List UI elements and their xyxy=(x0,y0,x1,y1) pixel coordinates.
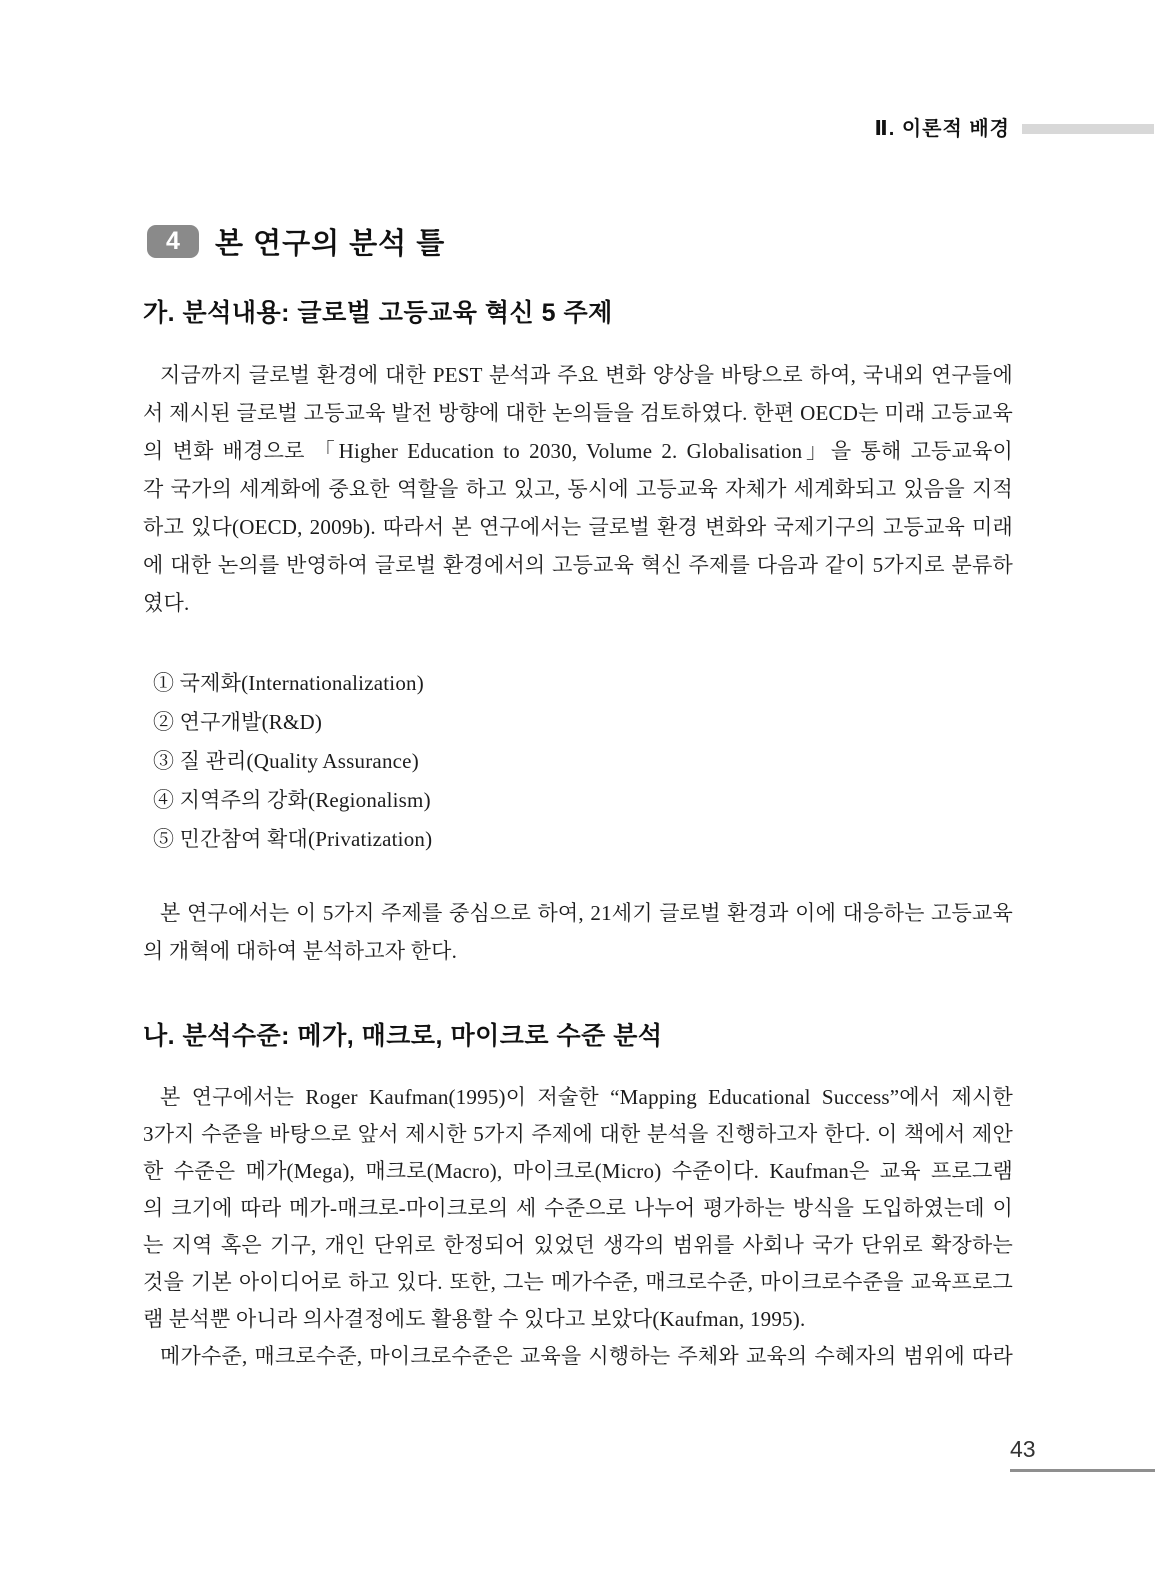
page-number: 43 xyxy=(1010,1436,1036,1462)
text-line: 는 지역 혹은 기구, 개인 단위로 한정되어 있었던 생각의 범위를 사회나 국가 단위로 확장하는 xyxy=(143,1233,1013,1257)
topic-list xyxy=(153,664,1013,859)
text-line: 에 대한 논의를 반영하여 글로벌 환경에서의 고등교육 혁신 주제를 다음과 같이 5가지로 분류하 xyxy=(143,553,1013,577)
text-line: 것을 기본 아이디어로 하고 있다. 또한, 그는 메가수준, 매크로수준, 마이크로수준을 교육프로그 xyxy=(143,1270,1013,1294)
section-title: 본 연구의 분석 틀 xyxy=(215,228,446,260)
text-line: 였다. xyxy=(143,591,190,615)
paragraph-3 xyxy=(143,1079,1013,1375)
section-number-badge: 4 xyxy=(147,225,199,258)
text-line: 각 국가의 세계화에 중요한 역할을 하고 있고, 동시에 고등교육 자체가 세계화되고 있음을 지적 xyxy=(143,477,1013,501)
chapter-header: Ⅱ. 이론적 배경 xyxy=(874,118,1010,140)
paragraph-2 xyxy=(143,894,1013,970)
page-number-rule xyxy=(1010,1469,1155,1472)
list-item: ② 연구개발(R&D) xyxy=(153,710,323,734)
text-line: 본 연구에서는 이 5가지 주제를 중심으로 하여, 21세기 글로벌 환경과 이에 대응하는 고등교육 xyxy=(160,901,1013,925)
text-line: 램 분석뿐 아니라 의사결정에도 활용할 수 있다고 보았다(Kaufman, 1995). xyxy=(143,1307,806,1331)
text-line: 한 수준은 메가(Mega), 매크로(Macro), 마이크로(Micro) 수준이다. Kaufman은 교육 프로그램 xyxy=(143,1159,1013,1183)
text-line: 의 크기에 따라 메가-매크로-마이크로의 세 수준으로 나누어 평가하는 방식을 도입하였는데 이 xyxy=(143,1196,1013,1220)
list-item: ① 국제화(Internationalization) xyxy=(153,671,424,695)
subsection-a-title: 가. 분석내용: 글로벌 고등교육 혁신 5 주제 xyxy=(143,299,613,327)
subsection-b-title: 나. 분석수준: 메가, 매크로, 마이크로 수준 분석 xyxy=(143,1022,663,1050)
text-line: 의 개혁에 대하여 분석하고자 한다. xyxy=(143,939,458,963)
list-item: ④ 지역주의 강화(Regionalism) xyxy=(153,788,431,812)
text-line: 하고 있다(OECD, 2009b). 따라서 본 연구에서는 글로벌 환경 변화와 국제기구의 고등교육 미래 xyxy=(143,515,1013,539)
text-line: 지금까지 글로벌 환경에 대한 PEST 분석과 주요 변화 양상을 바탕으로 하여, 국내외 연구들에 xyxy=(160,363,1013,387)
list-item: ③ 질 관리(Quality Assurance) xyxy=(153,749,419,773)
header-decoration-bar xyxy=(1022,124,1154,134)
paragraph-1 xyxy=(143,356,1013,622)
text-line: 3가지 수준을 바탕으로 앞서 제시한 5가지 주제에 대한 분석을 진행하고자 한다. 이 책에서 제안 xyxy=(143,1122,1013,1146)
text-line: 본 연구에서는 Roger Kaufman(1995)이 저술한 “Mapping Educational Success”에서 제시한 xyxy=(160,1085,1013,1109)
section-heading xyxy=(147,221,445,262)
list-item: ⑤ 민간참여 확대(Privatization) xyxy=(153,827,433,851)
text-line: 의 변화 배경으로 「Higher Education to 2030, Volume 2. Globalisation」을 통해 고등교육이 xyxy=(143,439,1013,463)
text-line: 서 제시된 글로벌 고등교육 발전 방향에 대한 논의들을 검토하였다. 한편 OECD는 미래 고등교육 xyxy=(143,401,1013,425)
text-line: 메가수준, 매크로수준, 마이크로수준은 교육을 시행하는 주체와 교육의 수혜자의 범위에 따라 xyxy=(160,1344,1013,1368)
